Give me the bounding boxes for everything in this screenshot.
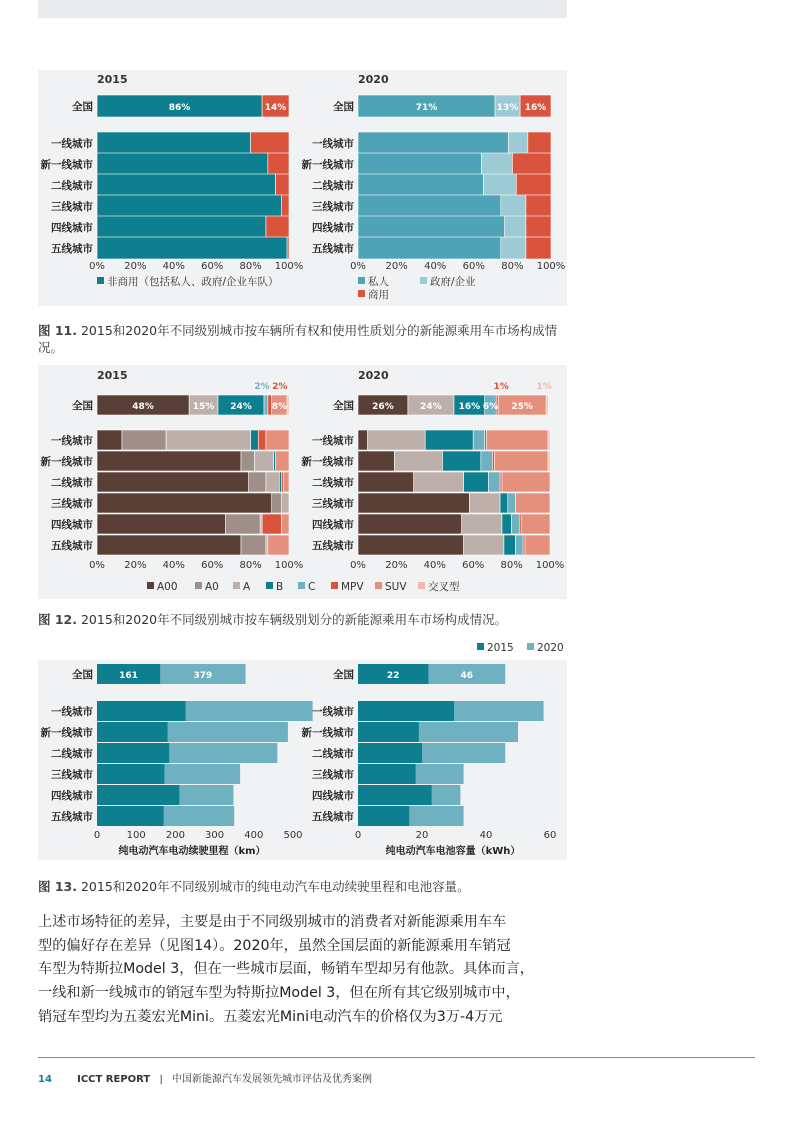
data-label: 8% [271,402,288,412]
bar-segment [358,174,483,196]
data-label: 48% [132,402,154,412]
bar-segment [502,472,550,492]
data-label: 161 [119,671,138,681]
bar-segment [508,493,516,513]
figure-13-caption-number: 图 13. [38,879,77,894]
legend-label: SUV [385,581,407,593]
bar-segment [268,535,289,555]
category-label: 五线城市 [51,243,93,255]
bar-2015 [358,743,422,763]
category-label: 新一线城市 [301,456,354,468]
bar-segment [287,237,289,259]
legend-label: 私人 [368,276,389,288]
bar-segment [122,430,166,450]
category-label: 二线城市 [51,748,93,760]
category-label: 四线城市 [51,519,93,531]
x-tick-label: 40% [162,560,185,571]
bar-segment [358,195,501,217]
body-line: 型的偏好存在差异（见图14）。2020年，虽然全国层面的新能源乘用车销冠 [38,937,511,954]
bar-segment [266,216,289,238]
figure-13-caption-text: 2015和2020年不同级别城市的纯电动汽车电动续驶里程和电池容量。 [80,879,470,894]
bar-segment [394,451,442,471]
bar-segment [482,153,513,175]
x-tick-label: 80% [500,560,523,571]
data-label: 22 [386,671,400,681]
data-label: 6% [482,402,499,412]
x-tick-label: 60 [543,830,557,841]
figure-12-caption-text: 2015和2020年不同级别城市按车辆级别划分的新能源乘用车市场构成情况。 [80,612,508,627]
bar-2015 [97,743,169,763]
bar-segment [462,514,502,534]
bar-segment [469,493,500,513]
x-tick-label: 0 [93,830,101,841]
page-footer [38,1070,372,1085]
data-label: 2% [254,382,270,392]
bar-segment [464,535,504,555]
bar-segment [512,514,520,534]
x-tick-label: 100 [126,830,146,841]
data-label: 24% [230,402,252,412]
bar-segment [358,472,414,492]
bar-segment [512,153,551,175]
panel-year-label: 2015 [97,73,128,86]
category-label: 三线城市 [51,201,93,213]
x-tick-label: 20% [124,261,147,272]
figure-11-caption [38,322,558,356]
legend-label: 商用 [368,289,389,301]
legend-swatch [298,582,305,589]
body-line: 销冠车型均为五菱宏光Mini。五菱宏光Mini电动汽车的价格仅为3万-4万元 [38,1008,503,1025]
footer-divider [38,1057,755,1058]
bar-segment [509,132,528,154]
bar-segment [97,153,268,175]
bar-segment [281,195,289,217]
category-label: 一线城市 [51,435,93,447]
bar-segment [358,132,509,154]
bar-segment [268,153,289,175]
data-label: 46 [460,671,474,681]
x-tick-label: 40 [479,830,493,841]
bar-segment [525,535,550,555]
category-label: 全国 [72,101,93,113]
category-label: 三线城市 [312,769,354,781]
bar-segment [521,514,550,534]
category-label: 一线城市 [51,138,93,150]
x-tick-label: 200 [165,830,185,841]
bar-segment [504,535,516,555]
bar-segment [501,195,526,217]
legend-swatch [375,582,382,589]
bar-segment [97,195,281,217]
bar-segment [264,395,268,415]
x-tick-label: 20% [385,560,408,571]
x-tick-label: 0% [89,560,105,571]
bar-segment [97,535,241,555]
bar-segment [226,514,261,534]
bar-2015 [358,785,432,805]
category-label: 全国 [333,101,354,113]
bar-segment [358,216,505,238]
page-number: 14 [38,1074,52,1085]
category-label: 三线城市 [312,498,354,510]
x-tick-label: 100% [274,560,304,571]
legend-label: 交叉型 [428,581,460,593]
bar-segment [249,472,266,492]
x-tick-label: 500 [283,830,303,841]
bar-segment [251,430,259,450]
x-tick-label: 0% [350,261,366,272]
x-tick-label: 40% [162,261,185,272]
category-label: 三线城市 [51,498,93,510]
x-tick-label: 20% [385,261,408,272]
bar-segment [414,472,464,492]
category-label: 新一线城市 [40,456,93,468]
x-axis-title: 纯电动汽车电池容量（kWh） [385,846,521,857]
data-label: 379 [193,671,213,681]
category-label: 一线城市 [312,706,354,718]
category-label: 四线城市 [51,222,93,234]
figure-11-caption-text: 2015和2020年不同级别城市按车辆所有权和使用性质划分的新能源乘用车市场构成情况。 [38,323,558,355]
bar-segment [442,451,480,471]
legend-swatch [97,277,104,284]
bar-segment [276,174,289,196]
x-axis-title: 纯电动汽车电动续驶里程（km） [118,846,266,857]
bar-segment [358,237,501,259]
category-label: 五线城市 [51,540,93,552]
bar-segment [358,493,469,513]
legend-swatch [358,277,365,284]
category-label: 新一线城市 [40,727,93,739]
category-label: 四线城市 [312,222,354,234]
bar-segment [166,430,250,450]
bar-segment [526,195,551,217]
bar-segment [487,430,548,450]
legend-swatch [147,582,154,589]
legend-label: 2020 [537,642,564,654]
bar-segment [368,430,426,450]
x-tick-label: 40% [423,560,446,571]
category-label: 新一线城市 [301,159,354,171]
category-label: 二线城市 [312,477,354,489]
bar-2015 [97,722,168,742]
figure-11-caption-number: 图 11. [38,323,77,338]
bar-segment [494,451,548,471]
data-label: 26% [372,402,394,412]
x-tick-label: 300 [205,830,225,841]
x-tick-label: 0 [354,830,362,841]
category-label: 四线城市 [312,790,354,802]
bar-segment [97,237,287,259]
body-line: 车型为特斯拉Model 3，但在一些城市层面，畅销车型却另有他款。具体而言， [38,961,534,978]
legend-swatch [418,582,425,589]
bar-segment [526,216,551,238]
legend-swatch [331,582,338,589]
x-tick-label: 80% [501,261,524,272]
category-label: 全国 [333,669,354,681]
x-tick-label: 40% [424,261,447,272]
report-name: ICCT REPORT [77,1074,151,1085]
bar-segment [505,216,526,238]
x-tick-label: 60% [462,560,485,571]
category-label: 一线城市 [51,706,93,718]
bar-segment [516,174,551,196]
data-label: 2% [272,382,288,392]
data-label: 71% [415,103,438,113]
category-label: 五线城市 [51,811,93,823]
legend-label: C [308,581,316,593]
bar-segment [241,535,266,555]
bar-segment [501,237,526,259]
category-label: 全国 [72,400,93,412]
bar-segment [258,430,266,450]
bar-segment [515,535,523,555]
category-label: 新一线城市 [301,727,354,739]
x-tick-label: 20% [124,560,147,571]
bar-segment [515,493,550,513]
data-label: 1% [536,382,552,392]
legend-swatch [527,643,534,650]
category-label: 四线城市 [312,519,354,531]
bar-2015 [358,764,416,784]
figure-12-caption [38,611,558,628]
legend-label: MPV [341,581,364,593]
legend-swatch [358,290,365,297]
category-label: 四线城市 [51,790,93,802]
category-label: 五线城市 [312,811,354,823]
bar-segment [97,132,251,154]
legend-swatch [477,643,484,650]
category-label: 二线城市 [51,180,93,192]
data-label: 16% [458,402,481,412]
bar-segment [97,451,241,471]
legend-label: A [243,581,251,593]
bar-segment [473,430,485,450]
category-label: 一线城市 [312,138,354,150]
panel-year-label: 2015 [97,369,128,382]
bar-segment [548,451,550,471]
bar-segment [266,472,279,492]
report-title: 中国新能源汽车发展领先城市评估及优秀案例 [172,1074,372,1085]
body-paragraph [38,911,558,1030]
x-tick-label: 100% [536,261,566,272]
x-tick-label: 20 [415,830,429,841]
bar-2015 [358,701,454,721]
category-label: 三线城市 [312,201,354,213]
bar-segment [526,237,551,259]
category-label: 五线城市 [312,540,354,552]
bar-segment [464,472,489,492]
legend-label: A0 [205,581,219,593]
bar-segment [287,395,289,415]
body-line: 上述市场特征的差异，主要是由于不同级别城市的消费者对新能源乘用车车 [38,914,507,930]
panel-year-label: 2020 [358,73,389,86]
x-tick-label: 400 [244,830,264,841]
bar-segment [546,395,548,415]
x-tick-label: 0% [350,560,366,571]
category-label: 全国 [72,669,93,681]
bar-segment [358,514,462,534]
footer-separator: | [159,1074,163,1085]
bar-segment [276,451,289,471]
legend-swatch [420,277,427,284]
category-label: 全国 [333,400,354,412]
bar-2015 [97,764,164,784]
bar-segment [283,472,289,492]
legend-swatch [233,582,240,589]
bar-segment [548,430,550,450]
category-label: 新一线城市 [40,159,93,171]
legend-label: 非商用（包括私人、政府/企业车队） [107,276,279,288]
x-tick-label: 60% [462,261,485,272]
x-tick-label: 0% [89,261,105,272]
bar-segment [262,514,281,534]
body-line: 一线和新一线城市的销冠车型为特斯拉Model 3，但在所有其它级别城市中， [38,985,520,1002]
panel-year-label: 2020 [358,369,389,382]
bar-segment [358,153,482,175]
legend-label: A00 [157,581,178,593]
bar-segment [281,493,289,513]
bar-segment [266,430,289,450]
category-label: 二线城市 [51,477,93,489]
data-label: 14% [264,103,287,113]
bar-segment [97,216,266,238]
bar-segment [97,430,122,450]
bar-2015 [97,806,164,826]
figure-12-caption-number: 图 12. [38,612,77,627]
x-tick-label: 80% [239,261,262,272]
legend-swatch [266,582,273,589]
x-tick-label: 100% [274,261,304,272]
bar-segment [425,430,473,450]
category-label: 一线城市 [312,435,354,447]
x-tick-label: 60% [201,261,224,272]
bar-segment [272,493,282,513]
bar-segment [358,430,368,450]
category-label: 五线城市 [312,243,354,255]
bar-segment [254,451,273,471]
data-label: 16% [524,103,547,113]
category-label: 二线城市 [312,748,354,760]
bar-segment [502,514,512,534]
bar-segment [97,493,272,513]
data-label: 13% [496,103,519,113]
data-label: 86% [168,103,191,113]
bar-segment [489,472,501,492]
data-label: 15% [192,402,215,412]
bar-2015 [97,785,179,805]
bar-segment [97,472,249,492]
bar-segment [500,493,508,513]
bar-segment [251,132,289,154]
bar-segment [241,451,254,471]
legend-label: 2015 [487,642,514,654]
bar-segment [281,514,289,534]
bar-segment [358,535,464,555]
bar-2015 [97,701,186,721]
bar-segment [97,514,226,534]
data-label: 25% [511,402,533,412]
legend-label: B [276,581,284,593]
data-label: 1% [493,382,509,392]
legend-label: 政府/企业 [430,276,476,288]
bar-segment [358,451,394,471]
x-tick-label: 100% [535,560,565,571]
data-label: 24% [420,402,442,412]
bar-segment [483,174,516,196]
category-label: 三线城市 [51,769,93,781]
figure-13-caption [38,878,558,895]
x-tick-label: 60% [201,560,224,571]
category-label: 二线城市 [312,180,354,192]
bar-2015 [358,722,419,742]
x-tick-label: 80% [239,560,262,571]
bar-2015 [358,806,409,826]
bar-segment [481,451,493,471]
legend-swatch [195,582,202,589]
bar-segment [97,174,276,196]
bar-segment [528,132,551,154]
